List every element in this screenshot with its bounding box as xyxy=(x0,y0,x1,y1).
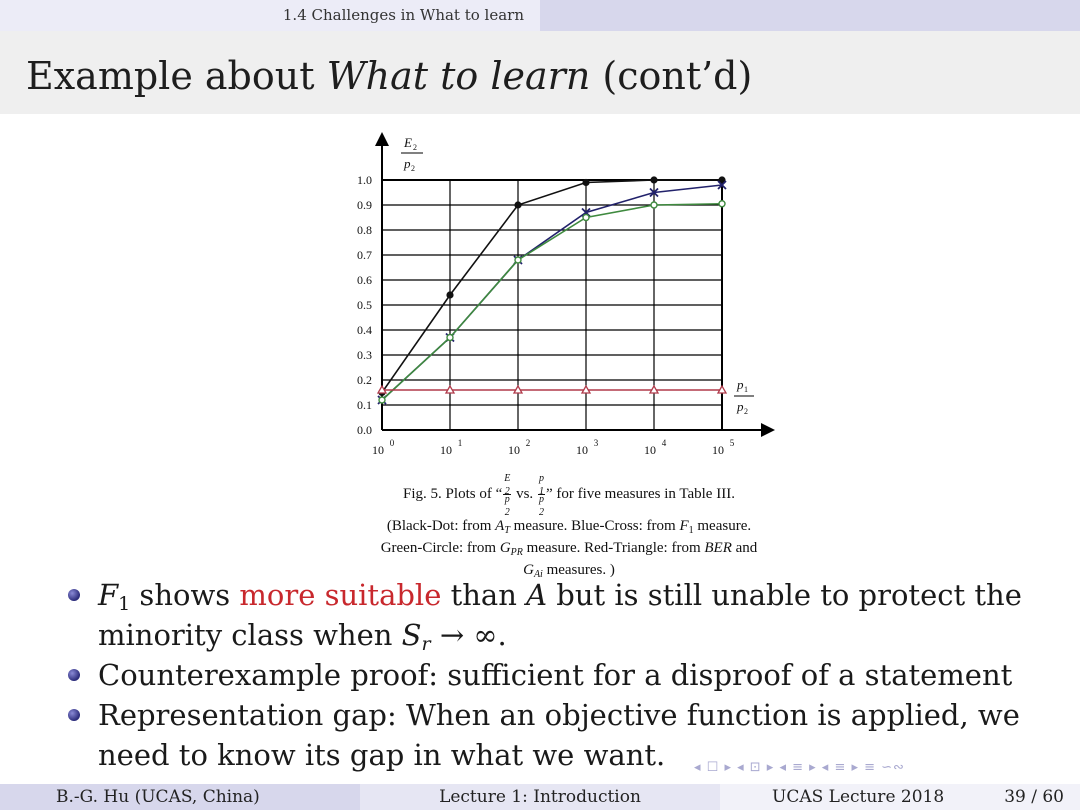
b1-text-d: → ∞. xyxy=(430,618,507,652)
xlabel-num-sub: 1 xyxy=(744,385,748,394)
caption-g-var: G xyxy=(499,540,511,556)
caption-line-1 xyxy=(340,473,798,518)
bullet-dot-icon xyxy=(68,589,80,601)
slide-title-suffix: (cont’d) xyxy=(590,54,753,98)
footer-lecture: Lecture 1: Introduction xyxy=(360,784,720,810)
b1-sub: 1 xyxy=(118,593,131,615)
y-axis-label xyxy=(401,135,423,173)
y-tick-label: 0.6 xyxy=(357,273,372,287)
x-tick-exponent: 1 xyxy=(457,438,463,448)
cap-frac1-den-sub: 2 xyxy=(504,507,510,518)
x-tick-exponent: 3 xyxy=(593,438,599,448)
y-tick-label: 0.7 xyxy=(357,248,372,262)
caption-f-var: F xyxy=(679,518,689,534)
title-bar xyxy=(0,31,1080,114)
caption-gai-sub: Ai xyxy=(533,569,543,580)
point-dot xyxy=(582,179,589,186)
point-dot xyxy=(650,176,657,183)
caption-fraction-e2p2 xyxy=(503,473,511,518)
b1-S-sub: r xyxy=(421,633,431,655)
series-line-cross xyxy=(382,185,722,400)
point-dot xyxy=(446,291,453,298)
cap-frac2-den-sub: 2 xyxy=(538,507,544,518)
footer-author: B.-G. Hu (UCAS, China) xyxy=(0,784,360,810)
caption-line3a: Green-Circle: from xyxy=(380,540,500,556)
series-line-circle xyxy=(382,204,722,400)
figure-caption xyxy=(340,474,798,581)
b1-text-a: shows xyxy=(130,578,240,612)
caption-at-var: A xyxy=(495,518,505,534)
footer-bar xyxy=(0,784,1080,810)
y-tick-label: 0.0 xyxy=(357,423,372,437)
xlabel-den-sub: 2 xyxy=(744,407,748,416)
measures-chart xyxy=(340,128,800,458)
caption-line-3 xyxy=(340,537,798,559)
cap-frac1-num: E xyxy=(504,473,511,484)
caption-line4: measures. ) xyxy=(542,562,615,578)
x-tick-exponent: 0 xyxy=(389,438,395,448)
b2-text: Counterexample proof: sufficient for a disproof of a statement xyxy=(98,658,1013,692)
caption-gai-var: G xyxy=(523,562,534,578)
caption-at-sub: T xyxy=(504,525,510,536)
footer-event-page xyxy=(720,784,1080,810)
xlabel-num: p xyxy=(737,377,744,392)
y-tick-label: 0.8 xyxy=(357,223,372,237)
y-tick-label: 0.4 xyxy=(357,323,372,337)
b1-A: A xyxy=(526,578,548,612)
bullet-item-counterexample xyxy=(64,655,1024,695)
caption-line3c: and xyxy=(731,540,758,556)
b1-text-b: than xyxy=(441,578,527,612)
bullet-dot-icon xyxy=(68,709,80,721)
chart-series xyxy=(378,176,726,404)
b1-highlight: more suitable xyxy=(239,578,442,612)
footer-page-number: 39 / 60 xyxy=(1004,787,1064,807)
x-axis-arrow xyxy=(761,423,775,437)
y-tick-label: 0.5 xyxy=(357,298,372,312)
ylabel-den-sub: 2 xyxy=(411,164,415,173)
x-axis-label xyxy=(734,377,754,416)
x-tick-label: 10 xyxy=(440,443,452,457)
slide-title xyxy=(26,53,752,99)
point-circle xyxy=(515,257,521,263)
x-tick-exponent: 2 xyxy=(525,438,531,448)
bullet-dot-icon xyxy=(68,669,80,681)
ylabel-num: E xyxy=(404,135,412,150)
caption-fraction-p1p2 xyxy=(538,473,545,518)
x-tick-label: 10 xyxy=(576,443,588,457)
header-bar xyxy=(0,0,1080,31)
section-title[interactable]: 1.4 Challenges in What to learn xyxy=(0,0,540,31)
beamer-navigation-icons[interactable]: ◂ ☐ ▸ ◂ ⊡ ▸ ◂ ≡ ▸ ◂ ≡ ▸ ≡ ∽∾ xyxy=(694,760,905,775)
b1-var: F xyxy=(98,578,119,612)
y-tick-label: 0.3 xyxy=(357,348,372,362)
bullet-list xyxy=(64,575,1024,775)
caption-fig: Fig. 5. Plots of “ xyxy=(403,485,503,502)
caption-line2c: measure. xyxy=(693,518,752,534)
y-tick-label: 0.1 xyxy=(357,398,372,412)
caption-vs: vs. xyxy=(512,485,537,502)
caption-f-sub: 1 xyxy=(688,525,694,536)
slide-title-prefix: Example about xyxy=(26,54,327,98)
cap-frac1-den: p xyxy=(504,494,510,505)
b1-text-c: but is still unable to protect the minority class when xyxy=(98,578,1022,652)
point-circle xyxy=(447,335,453,341)
slide-title-italic: What to learn xyxy=(326,54,591,98)
x-tick-exponent: 5 xyxy=(729,438,735,448)
x-tick-exponent: 4 xyxy=(661,438,667,448)
cap-frac2-num-sub: 1 xyxy=(538,486,544,497)
bullet-item-f1 xyxy=(64,575,1024,655)
x-tick-labels xyxy=(372,438,735,457)
y-tick-label: 1.0 xyxy=(357,173,372,187)
x-tick-label: 10 xyxy=(508,443,520,457)
xlabel-den: p xyxy=(737,399,744,414)
x-tick-label: 10 xyxy=(372,443,384,457)
b3-text: Representation gap: When an objective function is applied, we need to know its gap in what we want. xyxy=(98,698,1020,772)
cap-frac1-num-sub: 2 xyxy=(504,486,510,497)
chart-grid xyxy=(382,180,722,430)
x-tick-label: 10 xyxy=(712,443,724,457)
cap-frac2-den: p xyxy=(538,494,544,505)
x-tick-label: 10 xyxy=(644,443,656,457)
point-circle xyxy=(583,215,589,221)
point-circle xyxy=(651,202,657,208)
series-line-dot xyxy=(382,180,722,393)
caption-after: ” for five measures in Table III. xyxy=(545,485,735,502)
caption-ber: BER xyxy=(704,540,732,556)
footer-event: UCAS Lecture 2018 xyxy=(772,787,945,807)
caption-line2b: measure. Blue-Cross: from xyxy=(509,518,680,534)
ylabel-num-sub: 2 xyxy=(413,143,417,152)
point-circle xyxy=(719,201,725,207)
caption-line3b: measure. Red-Triangle: from xyxy=(522,540,705,556)
y-tick-label: 0.2 xyxy=(357,373,372,387)
caption-g-sub: PR xyxy=(510,547,523,558)
y-tick-labels xyxy=(357,173,372,437)
chart-axes xyxy=(375,132,775,437)
caption-line2a: (Black-Dot: from xyxy=(386,518,496,534)
point-dot xyxy=(514,201,521,208)
caption-line-2 xyxy=(340,515,798,537)
y-tick-label: 0.9 xyxy=(357,198,372,212)
cap-frac2-num: p xyxy=(538,473,544,484)
y-axis-arrow xyxy=(375,132,389,146)
ylabel-den: p xyxy=(404,156,411,171)
point-circle xyxy=(379,397,385,403)
b1-S: S xyxy=(401,618,422,652)
